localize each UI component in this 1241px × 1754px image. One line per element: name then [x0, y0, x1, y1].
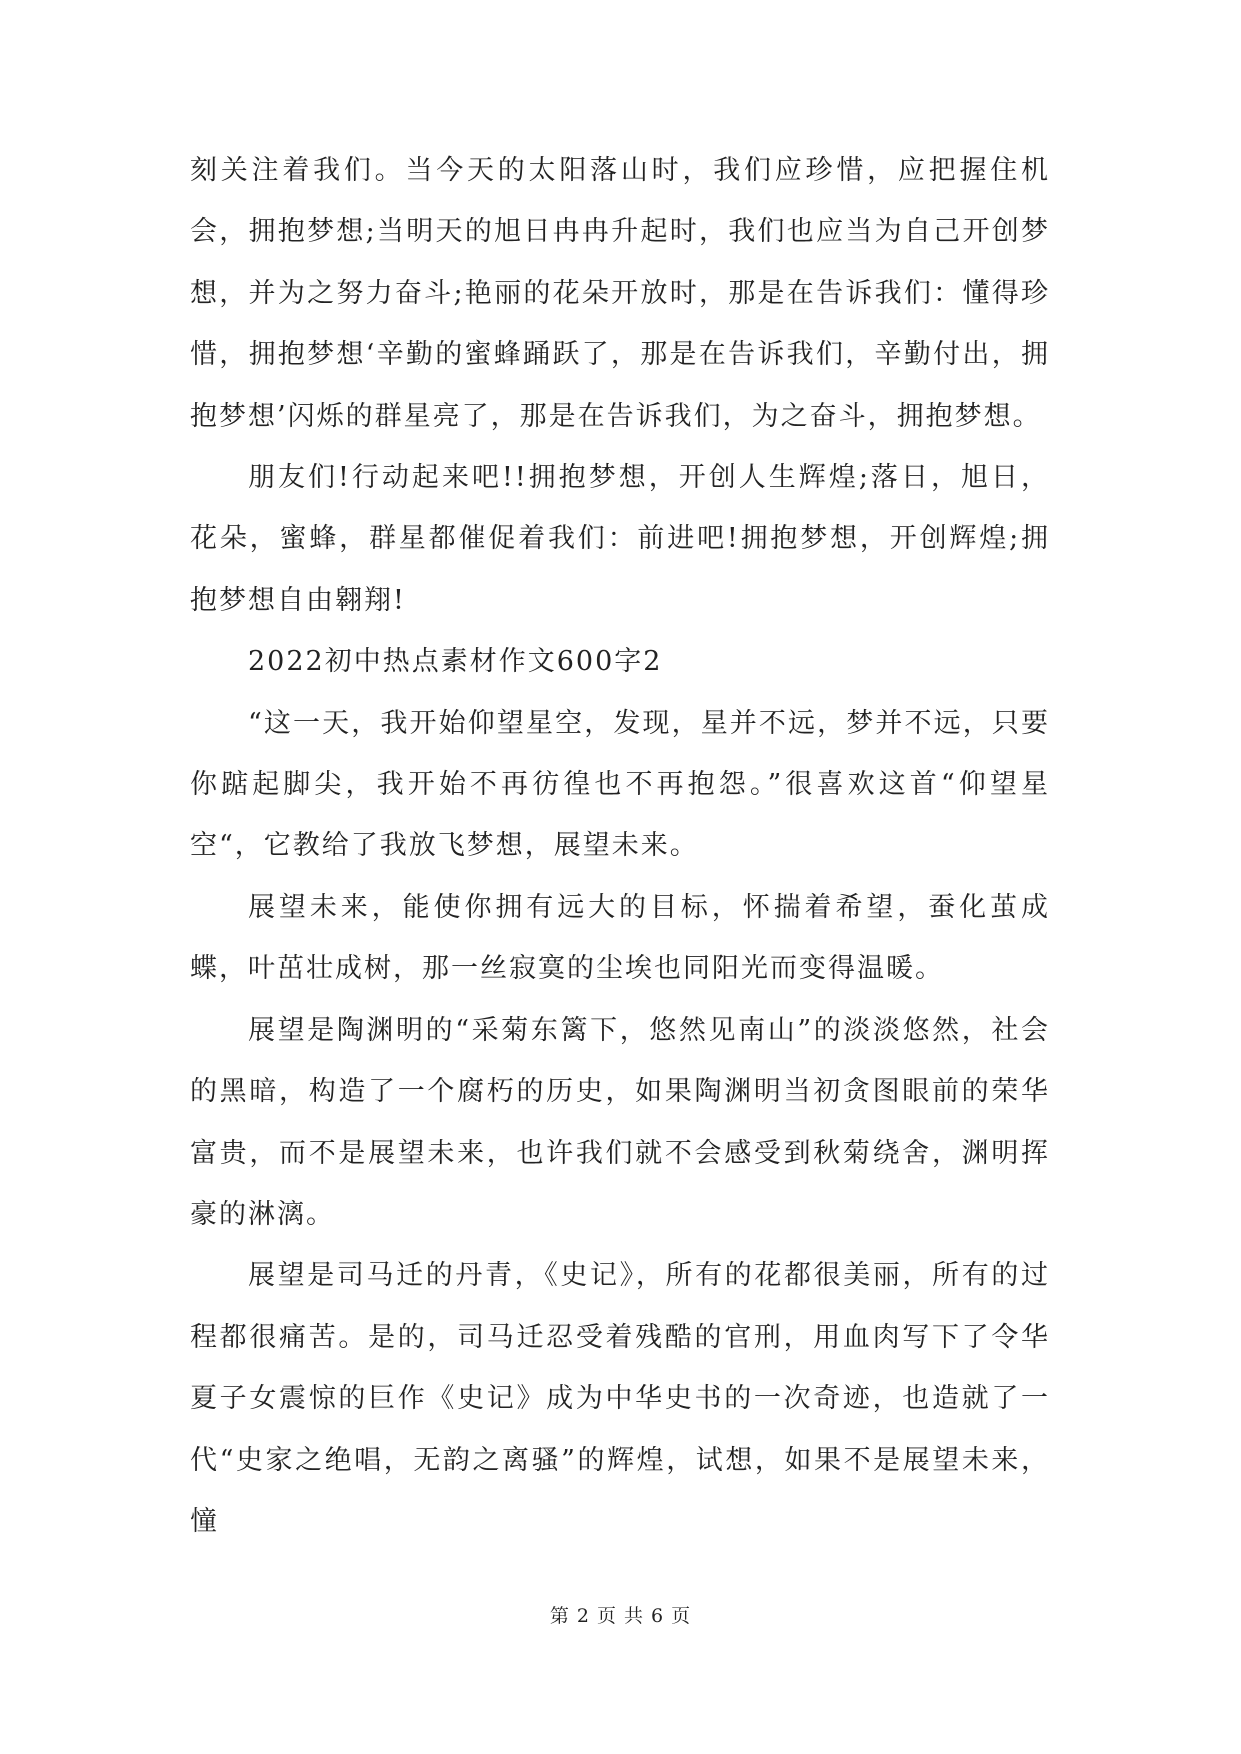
paragraph-quote: “这一天，我开始仰望星空，发现，星并不远，梦并不远，只要你踮起脚尖，我开始不再彷徨也不再抱怨。”很喜欢这首“仰望星空“，它教给了我放飞梦想，展望未来。: [190, 707, 1050, 862]
document-body: [190, 140, 1050, 1552]
paragraph-friends: 朋友们!行动起来吧!!拥抱梦想，开创人生辉煌;落日，旭日，花朵，蜜蜂，群星都催促着我们：前进吧!拥抱梦想，开创辉煌;拥抱梦想自由翱翔!: [190, 462, 1050, 616]
paragraph-continued: 刻关注着我们。当今天的太阳落山时，我们应珍惜，应把握住机会，拥抱梦想;当明天的旭日冉冉升起时，我们也应当为自己开创梦想，并为之努力奋斗;艳丽的花朵开放时，那是在告诉我们：懂得珍惜，拥抱梦想‘辛勤的蜜蜂踊跃了，那是在告诉我们，辛勤付出，拥抱梦想’闪烁的群星亮了，那是在告诉我们，为之奋斗，拥抱梦想。: [190, 155, 1050, 432]
paragraph-outlook: 展望未来，能使你拥有远大的目标，怀揣着希望，蚕化茧成蝶，叶茁壮成树，那一丝寂寞的尘埃也同阳光而变得温暖。: [190, 891, 1050, 985]
paragraph-tao-yuanming: 展望是陶渊明的“采菊东篱下，悠然见南山”的淡淡悠然，社会的黑暗，构造了一个腐朽的历史，如果陶渊明当初贪图眼前的荣华富贵，而不是展望未来，也许我们就不会感受到秋菊绕舍，渊明挥豪的淋漓。: [190, 1014, 1050, 1230]
page-number-footer: 第 2 页 共 6 页: [549, 1605, 692, 1627]
essay-heading: 2022初中热点素材作文600字2: [248, 646, 663, 678]
paragraph-sima-qian: 展望是司马迁的丹青，《史记》，所有的花都很美丽，所有的过程都很痛苦。是的，司马迁忍受着残酷的官刑，用血肉写下了令华夏子女震惊的巨作《史记》成为中华史书的一次奇迹，也造就了一代“史家之绝唱，无韵之离骚”的辉煌，试想，如果不是展望未来，憧: [190, 1260, 1050, 1537]
